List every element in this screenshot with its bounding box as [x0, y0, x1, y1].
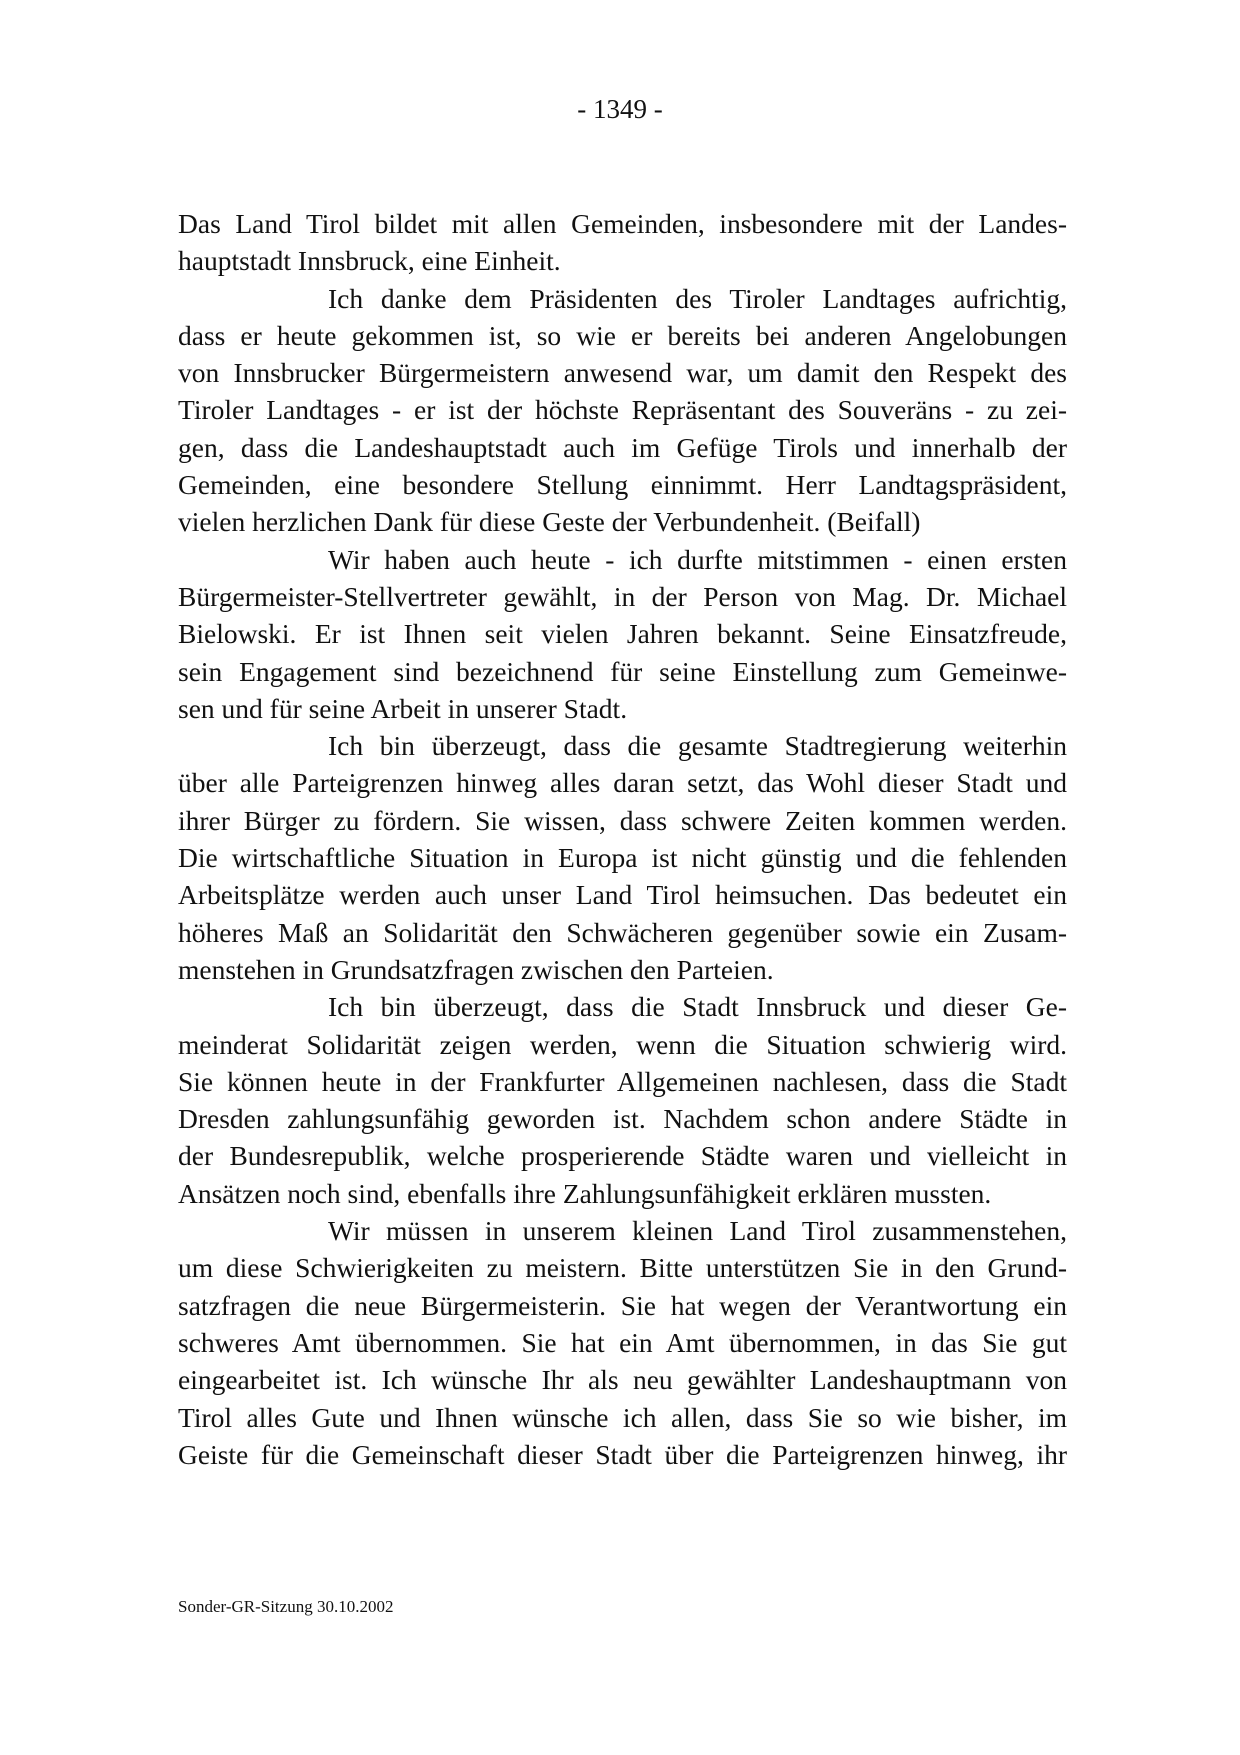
paragraph: [178, 1212, 1067, 1473]
paragraph: [178, 541, 1067, 727]
text-line: sen und für seine Arbeit in unserer Stadt.: [178, 692, 628, 724]
text-line: Das Land Tirol bildet mit allen Gemeinden, insbesondere mit der Landes-: [178, 208, 1067, 239]
text-line: dass er heute gekommen ist, so wie er bereits bei anderen Angelobungen: [178, 319, 1067, 351]
text-line: sein Engagement sind bezeichnend für seine Einstellung zum Gemeinwe-: [178, 655, 1067, 687]
text-line: meinderat Solidarität zeigen werden, wenn die Situation schwierig wird.: [178, 1028, 1067, 1060]
text-line: der Bundesrepublik, welche prosperierende Städte waren und vielleicht in: [178, 1140, 1067, 1172]
text-line: um diese Schwierigkeiten zu meistern. Bitte unterstützen Sie in den Grund-: [178, 1252, 1067, 1284]
text-line: Bürgermeister-Stellvertreter gewählt, in der Person von Mag. Dr. Michael: [178, 580, 1067, 612]
text-line: hauptstadt Innsbruck, eine Einheit.: [178, 245, 561, 277]
text-line: Bielowski. Er ist Ihnen seit vielen Jahren bekannt. Seine Einsatzfreude,: [178, 618, 1067, 650]
text-line: Arbeitsplätze werden auch unser Land Tirol heimsuchen. Das bedeutet ein: [178, 879, 1067, 911]
text-line: Tirol alles Gute und Ihnen wünsche ich allen, dass Sie so wie bisher, im: [178, 1401, 1067, 1433]
paragraph: [178, 280, 1067, 541]
text-line: gen, dass die Landeshauptstadt auch im Gefüge Tirols und innerhalb der: [178, 431, 1067, 463]
text-line: ihrer Bürger zu fördern. Sie wissen, dass schwere Zeiten kommen werden.: [178, 804, 1067, 836]
text-line: Wir müssen in unserem kleinen Land Tirol zusammenstehen,: [328, 1215, 1067, 1247]
paragraph: [178, 727, 1067, 988]
text-line: menstehen in Grundsatzfragen zwischen den Parteien.: [178, 953, 774, 985]
text-line: schweres Amt übernommen. Sie hat ein Amt übernommen, in das Sie gut: [178, 1326, 1067, 1358]
page-number: - 1349 -: [577, 94, 663, 124]
text-line: Ich bin überzeugt, dass die gesamte Stadtregierung weiterhin: [328, 730, 1067, 762]
text-line: von Innsbrucker Bürgermeistern anwesend war, um damit den Respekt des: [178, 357, 1067, 389]
text-line: satzfragen die neue Bürgermeisterin. Sie hat wegen der Verantwortung ein: [178, 1289, 1067, 1321]
text-line: Sie können heute in der Frankfurter Allgemeinen nachlesen, dass die Stadt: [178, 1065, 1067, 1097]
document-body: [178, 205, 1067, 1473]
text-line: Gemeinden, eine besondere Stellung einnimmt. Herr Landtagspräsident,: [178, 469, 1067, 501]
text-line: Ich bin überzeugt, dass die Stadt Innsbruck und dieser Ge-: [328, 991, 1067, 1023]
paragraph: [178, 988, 1067, 1212]
text-line: vielen herzlichen Dank für diese Geste der Verbundenheit. (Beifall): [178, 506, 921, 538]
text-line: Die wirtschaftliche Situation in Europa ist nicht günstig und die fehlenden: [178, 842, 1067, 874]
text-line: Ansätzen noch sind, ebenfalls ihre Zahlungsunfähigkeit erklären mussten.: [178, 1177, 992, 1209]
text-line: Dresden zahlungsunfähig geworden ist. Nachdem schon andere Städte in: [178, 1103, 1067, 1135]
text-line: höheres Maß an Solidarität den Schwächeren gegenüber sowie ein Zusam-: [178, 916, 1067, 948]
text-line: Wir haben auch heute - ich durfte mitstimmen - einen ersten: [328, 543, 1067, 575]
text-line: Geiste für die Gemeinschaft dieser Stadt über die Parteigrenzen hinweg, ihr: [178, 1438, 1067, 1470]
text-line: eingearbeitet ist. Ich wünsche Ihr als neu gewählter Landeshauptmann von: [178, 1364, 1067, 1396]
text-line: Tiroler Landtages - er ist der höchste Repräsentant des Souveräns - zu zei-: [178, 394, 1067, 426]
text-line: über alle Parteigrenzen hinweg alles daran setzt, das Wohl dieser Stadt und: [178, 767, 1067, 799]
text-line: Ich danke dem Präsidenten des Tiroler Landtages aufrichtig,: [328, 282, 1067, 314]
paragraph: [178, 205, 1067, 280]
footer-session-date: Sonder-GR-Sitzung 30.10.2002: [178, 1597, 394, 1616]
